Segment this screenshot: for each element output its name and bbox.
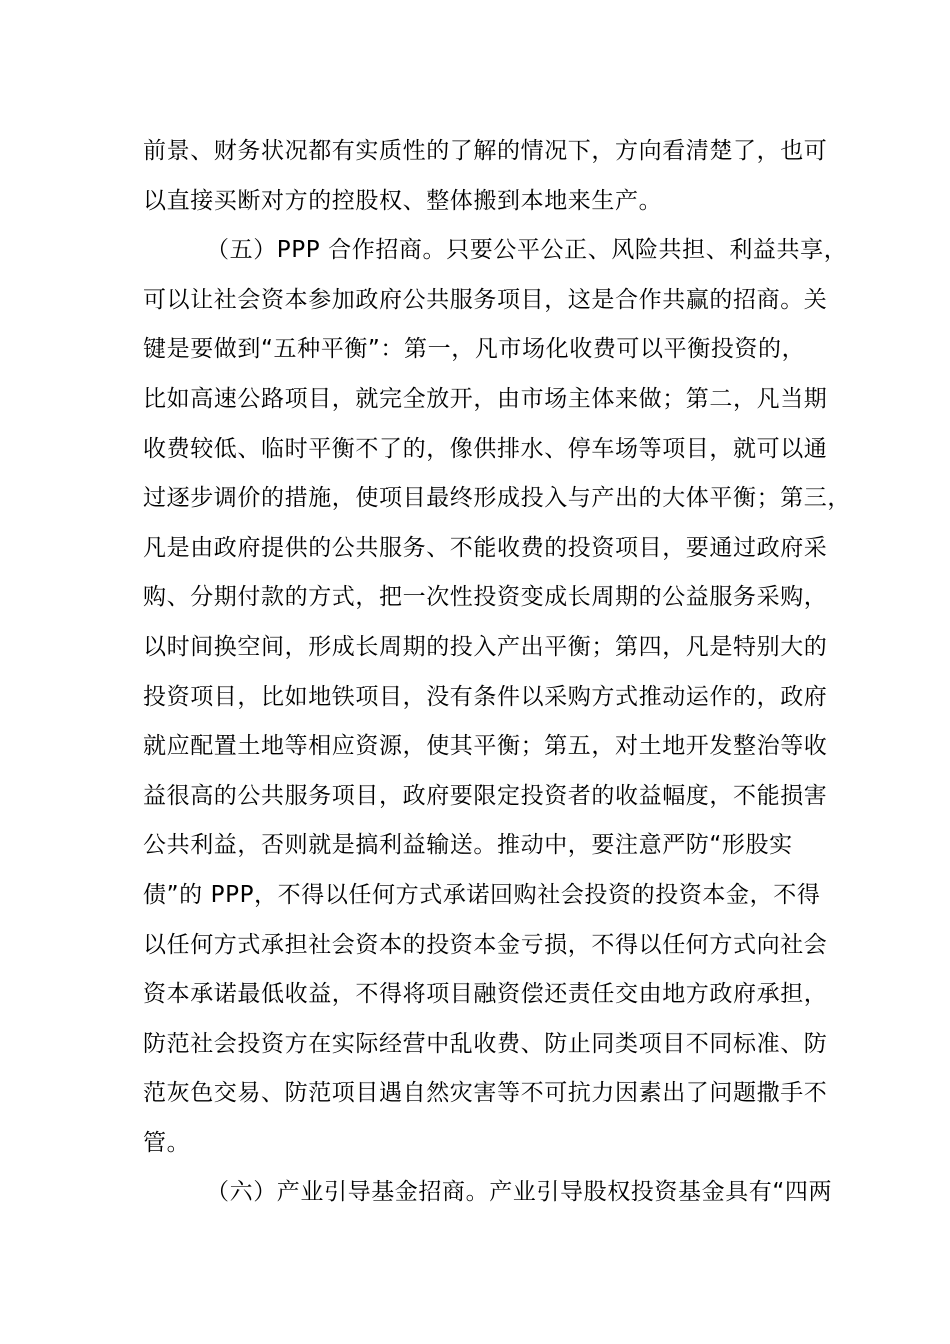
text-line: 比如高速公路项目，就完全放开，由市场主体来做；第二，凡当期 xyxy=(143,385,828,412)
text-line: 防范社会投资方在实际经营中乱收费、防止同类项目不同标准、防 xyxy=(143,1030,828,1057)
section-heading-line: （五）PPP 合作招商。只要公平公正、风险共担、利益共享， xyxy=(206,237,848,264)
text-line: 就应配置土地等相应资源，使其平衡；第五，对土地开发整治等收 xyxy=(143,733,828,760)
text-line: 以任何方式承担社会资本的投资本金亏损，不得以任何方式向社会 xyxy=(143,931,828,958)
text-line: 资本承诺最低收益，不得将项目融资偿还责任交由地方政府承担， xyxy=(143,981,828,1008)
text-line: 过逐步调价的措施，使项目最终形成投入与产出的大体平衡；第三， xyxy=(143,485,851,512)
text-line: 管。 xyxy=(143,1129,191,1156)
text-line: 键是要做到“五种平衡”：第一，凡市场化收费可以平衡投资的， xyxy=(143,336,806,363)
text-line: 范灰色交易、防范项目遇自然灾害等不可抗力因素出了问题撒手不 xyxy=(143,1080,828,1107)
text-line: 以时间换空间，形成长周期的投入产出平衡；第四，凡是特别大的 xyxy=(143,633,828,660)
text-line: 凡是由政府提供的公共服务、不能收费的投资项目，要通过政府采 xyxy=(143,534,828,561)
section-heading-line: （六）产业引导基金招商。产业引导股权投资基金具有“四两 xyxy=(206,1179,833,1206)
text-line: 公共利益，否则就是搞利益输送。推动中，要注意严防“形股实 xyxy=(143,832,793,859)
text-line: 可以让社会资本参加政府公共服务项目，这是合作共赢的招商。关 xyxy=(143,286,828,313)
text-line: 以直接买断对方的控股权、整体搬到本地来生产。 xyxy=(143,187,663,214)
text-line: 购、分期付款的方式，把一次性投资变成长周期的公益服务采购， xyxy=(143,584,828,611)
text-line: 前景、财务状况都有实质性的了解的情况下，方向看清楚了，也可 xyxy=(143,138,828,164)
text-line: 益很高的公共服务项目，政府要限定投资者的收益幅度，不能损害 xyxy=(143,782,828,809)
text-line: 投资项目，比如地铁项目，没有条件以采购方式推动运作的，政府 xyxy=(143,683,828,710)
body-text xyxy=(143,127,851,1218)
text-line: 收费较低、临时平衡不了的，像供排水、停车场等项目，就可以通 xyxy=(143,435,828,462)
text-line: 债”的 PPP，不得以任何方式承诺回购社会投资的投资本金，不得 xyxy=(143,881,821,908)
